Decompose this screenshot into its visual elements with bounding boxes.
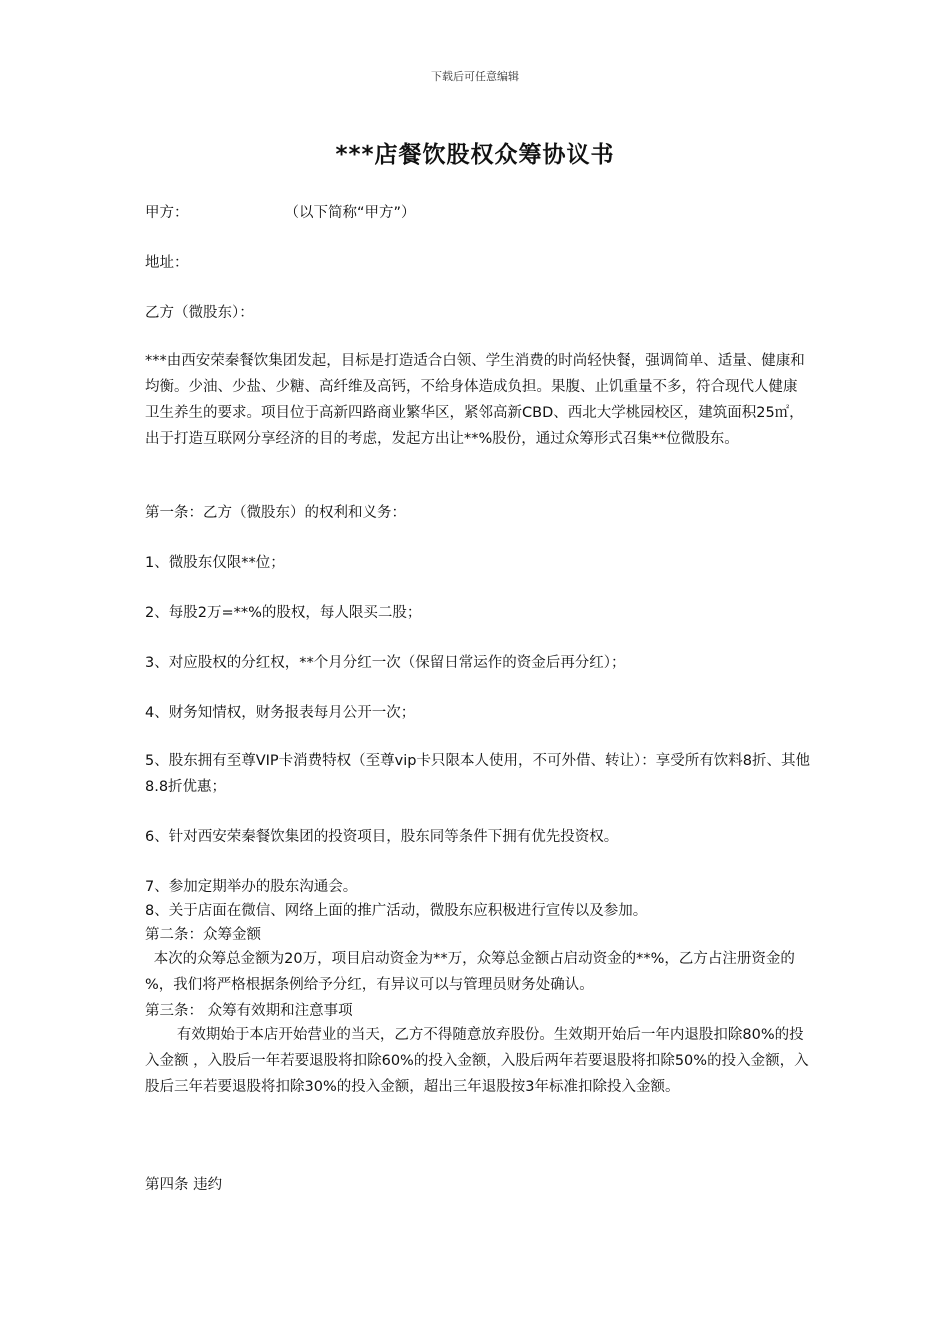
document-title: ***店餐饮股权众筹协议书 [335,142,615,168]
intro-paragraph: ***由西安荣秦餐饮集团发起，目标是打造适合白领、学生消费的时尚轻快餐，强调简单、适量、健康和均衡。少油、少盐、少糖、高纤维及高钙，不给身体造成负担。果腹、止饥重量不多，符合现代人健康卫生养生的要求。项目位于高新四路商业繁华区，紧邻高新CBD、西北大学桃园校区，建筑面积25㎡，出于打造互联网分享经济的目的考虑，发起方出让**%股份，通过众筹形式召集**位微股东。 [145,353,805,447]
party-a-note: （以下简称“甲方”） [284,205,416,221]
article1-item: 4、财务知情权，财务报表每月公开一次； [145,705,416,721]
article1-item: 3、对应股权的分红权，**个月分红一次（保留日常运作的资金后再分红）； [145,655,626,671]
article2-title: 第二条：众筹金额 [145,927,261,943]
article3-body: 有效期始于本店开始营业的当天，乙方不得随意放弃股份。生效期开始后一年内退股扣除80%的投入金额 ，入股后一年若要退股将扣除60%的投入金额，入股后两年若要退股将扣除50%的投入金额，入股后三年若要退股将扣除30%的投入金额，超出三年退股按3年标准扣除投入金额。 [145,1027,809,1095]
article1-item: 1、微股东仅限**位； [145,555,285,571]
address-label: 地址： [145,255,189,271]
article1-item: 6、针对西安荣秦餐饮集团的投资项目，股东同等条件下拥有优先投资权。 [145,829,619,845]
party-b-label: 乙方（微股东）： [145,305,254,321]
article1-item: 7、参加定期举办的股东沟通会。 [145,879,358,895]
article1-title: 第一条：乙方（微股东）的权利和义务： [145,505,406,521]
article1-item: 5、股东拥有至尊VIP卡消费特权（至尊vip卡只限本人使用，不可外借、转让）：享受所有饮料8折、其他8.8折优惠； [145,753,810,795]
party-a-line [145,200,416,226]
article4-title: 第四条 违约 [145,1177,223,1193]
article2-body: 本次的众筹总金额为20万，项目启动资金为**万，众筹总金额占启动资金的**%，乙方占注册资金的 %，我们将严格根据条例给予分红，有异议可以与管理员财务处确认。 [145,951,795,993]
header-note: 下载后可任意编辑 [431,70,519,83]
article3-title: 第三条： 众筹有效期和注意事项 [145,1003,353,1019]
article1-item: 8、关于店面在微信、网络上面的推广活动，微股东应积极进行宣传以及参加。 [145,903,648,919]
article1-item: 2、每股2万=**%的股权，每人限买二股； [145,605,422,621]
party-a-label: 甲方： [145,205,189,221]
